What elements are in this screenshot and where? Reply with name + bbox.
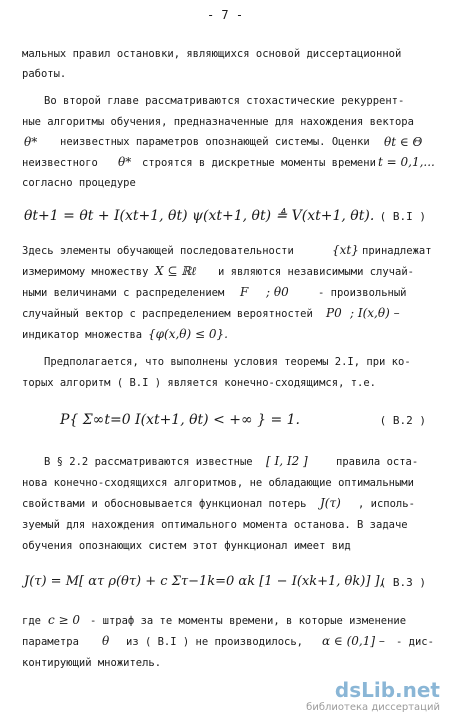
equation-number: ( В.3 ) [379,576,426,589]
site-subtitle: библиотека диссертаций [306,702,440,713]
text-line: принадлежат [362,245,432,257]
text-line: и являются независимыми случай- [218,266,414,278]
handwritten-symbol: F [240,285,249,299]
handwritten-symbol: θt ∈ Θ [384,135,423,149]
text-line: обучения опознающих систем этот функционал имеет вид [22,540,351,552]
text-line: мальных правил остановки, являющихся основой диссертационной [22,48,402,60]
handwritten-symbol: α ∈ (0,1] – [322,634,385,648]
text-line: Во второй главе рассматриваются стохастические рекуррент- [44,95,405,107]
text-line: из ( В.I ) не производилось, [126,636,304,648]
text-line: измеримому множеству [22,266,149,278]
text-line: - дис- [396,636,434,648]
text-line: случайный вектор с распределением вероятностей [22,308,313,320]
handwritten-symbol: {φ(x,θ) ≤ 0}. [148,327,228,341]
site-logo: dsLib.net [334,678,440,702]
text-line: нова конечно-сходящихся алгоритмов, не обладающие оптимальными [22,477,414,489]
text-line: строятся в дискретные моменты времени [142,157,376,169]
handwritten-symbol: X ⊆ ℝℓ [155,264,197,278]
text-line: работы. [22,68,67,80]
text-line: - штраф за те моменты времени, в которые изменение [90,615,407,627]
handwritten-symbol: ; θ0 [266,285,289,299]
text-line: неизвестного [22,157,98,169]
formula-b2: P{ Σ∞t=0 I(xt+1, θt) < +∞ } = 1. [60,412,300,428]
equation-number: ( В.2 ) [379,414,426,427]
handwritten-symbol: θ* [24,135,38,149]
text-line: В § 2.2 рассматриваются известные [44,456,253,468]
text-line: свойствами и обосновывается функционал потерь [22,498,307,510]
handwritten-symbol: [ I, I2 ] [266,454,308,468]
text-line: ные алгоритмы обучения, предназначенные для нахождения вектора [22,116,414,128]
text-line: неизвестных параметров опознающей системы. Оценки [60,136,370,148]
text-line: - произвольный [318,287,407,299]
formula-b3: J(τ) = M[ ατ ρ(θτ) + c Στ−1k=0 αk [1 − I(xk+1, θk)] ], [24,574,384,589]
text-line: где [22,615,41,627]
equation-number: ( В.I ) [379,210,426,223]
handwritten-symbol: θ [102,634,110,648]
handwritten-symbol: J(τ) [320,496,341,510]
watermark [306,678,440,713]
text-line: ными величинами с распределением [22,287,225,299]
text-line: Предполагается, что выполнены условия теоремы 2.I, при ко- [44,356,411,368]
text-line: согласно процедуре [22,177,136,189]
text-line: индикатор множества [22,329,143,341]
text-line: параметра [22,636,79,648]
handwritten-symbol: θ* [118,155,132,169]
text-line: правила оста- [336,456,419,468]
handwritten-symbol: c ≥ 0 [48,613,81,627]
text-line: Здесь элементы обучающей последовательности [22,245,294,257]
text-line: торых алгоритм ( В.I ) является конечно-сходящимся, т.е. [22,377,377,389]
handwritten-symbol: ; I(x,θ) – [350,306,400,320]
page-number: - 7 - [206,8,244,22]
handwritten-symbol: {xt} [332,243,359,257]
text-line: контирующий множитель. [22,657,162,669]
handwritten-symbol: P0 [326,306,342,320]
text-line: , исполь- [358,498,415,510]
text-line: зуемый для нахождения оптимального момента останова. В задаче [22,519,408,531]
formula-b1: θt+1 = θt + I(xt+1, θt) ψ(xt+1, θt) ≜ V(xt+1, θt). [24,208,375,224]
handwritten-symbol: t = 0,1,... [378,155,435,169]
